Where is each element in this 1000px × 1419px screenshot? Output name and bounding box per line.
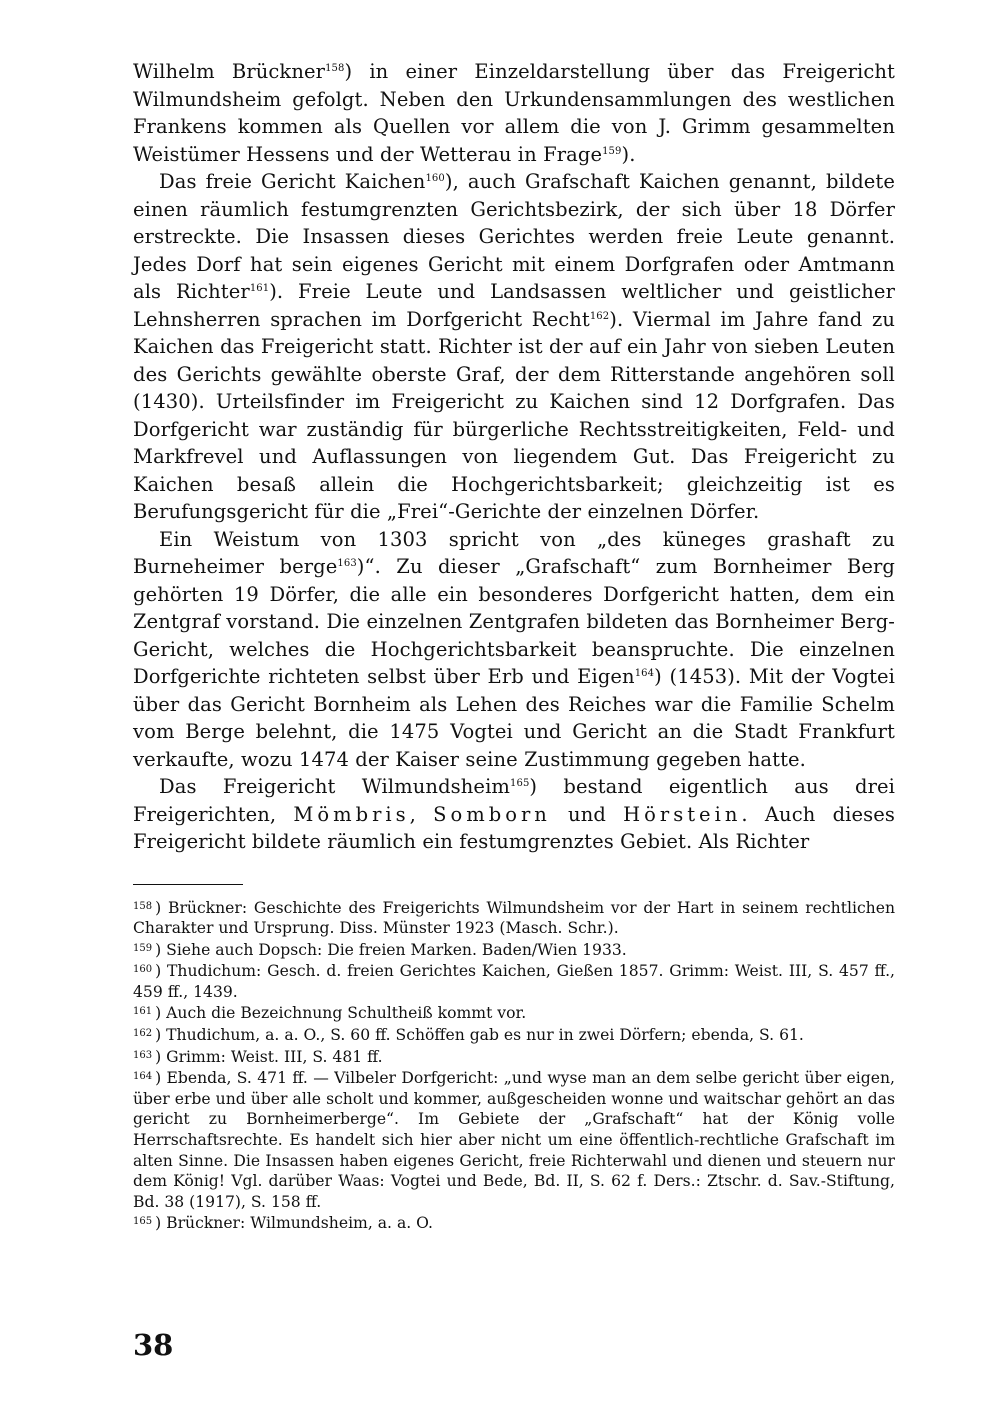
footnote xyxy=(133,1002,895,1024)
footnote-reference: 165 xyxy=(510,778,530,789)
footnote-reference: 161 xyxy=(249,283,270,294)
footnote-number: 158 xyxy=(133,900,153,912)
footnotes xyxy=(133,897,895,1235)
footnote-reference: 160 xyxy=(425,173,445,184)
footnote xyxy=(133,1046,895,1068)
text-run: Ein Weistum von 1303 spricht von „des küneges grashaft zu Burneheimer berge xyxy=(133,527,895,578)
footnote xyxy=(133,1212,895,1234)
text-run: ). xyxy=(621,142,636,166)
text-run: ) bestand eigentlich aus drei Freigerichten, xyxy=(133,775,895,826)
footnote-number: 161 xyxy=(133,1006,153,1018)
emphasized-place-name: Hörstein xyxy=(623,802,742,826)
footnote-number: 160 xyxy=(133,964,153,976)
text-run: )“. Zu dieser „Grafschaft“ zum Bornheimer Berg gehörten 19 Dörfer, die alle ein besonderes Dorfgericht hatten, dem ein Zentgraf vorstand. Die einzelnen Zentgrafen bildeten das Bornheimer Berg-Gericht, welches die Hochgerichtsbarkeit beanspruchte. Die einzelnen Dorfgerichte richteten selbst über Erb und Eigen xyxy=(133,555,896,688)
footnote-text: ) Grimm: Weist. III, S. 481 ff. xyxy=(155,1047,383,1066)
footnote-reference: 162 xyxy=(589,310,610,322)
text-run: Wilhelm Brückner xyxy=(133,60,326,83)
footnote xyxy=(133,960,895,1002)
page-number: 38 xyxy=(133,1328,174,1362)
footnote-reference: 164 xyxy=(634,668,655,679)
text-run: ), auch Grafschaft Kaichen genannt, bildete einen räumlich festumgrenzten Gerichtsbezirk, der sich über 18 Dörfer erstreckte. Die Insassen dieses Gerichtes werden freie Leute genannt. Jedes Dorf hat sein eigenes Gericht mit einem Dorfgrafen oder Amtmann als Richter xyxy=(133,170,895,303)
body-text xyxy=(133,58,895,856)
footnote xyxy=(133,1024,895,1046)
footnote-text: ) Siehe auch Dopsch: Die freien Marken. Baden/Wien 1933. xyxy=(155,940,627,959)
text-run: Das Freigericht Wilmundsheim xyxy=(159,775,511,798)
footnote-number: 159 xyxy=(133,942,153,954)
footnote xyxy=(133,897,895,939)
footnote-number: 164 xyxy=(133,1071,153,1083)
paragraph xyxy=(133,773,895,856)
footnote-reference: 159 xyxy=(602,145,622,157)
text-run: ) in einer Einzeldarstellung über das Freigericht Wilmundsheim gefolgt. Neben den Urkundensammlungen des westlichen Frankens kommen als Quellen vor allem die von J. Grimm gesammelten Weistümer Hessens und der Wetterau in Frage xyxy=(133,60,895,166)
text-run: und xyxy=(550,802,624,826)
footnote xyxy=(133,1067,895,1212)
paragraph xyxy=(133,526,895,774)
footnote-text: ) Auch die Bezeichnung Schultheiß kommt vor. xyxy=(155,1004,527,1023)
text-run: , xyxy=(409,802,434,826)
footnote xyxy=(133,939,895,961)
footnote-text: ) Ebenda, S. 471 ff. — Vilbeler Dorfgericht: „und wyse man an dem selbe gericht über eigen, über erbe und über alle scholt und kommer, außgescheiden wonne und waitschar gehört an das gericht zu Bornheimerberge“. Im Gebiete der „Grafschaft“ hat der König volle Herrschaftsrechte. Es handelt sich hier aber nicht um eine öffentlich-rechtliche Grafschaft im alten Sinne. Die Insassen haben eigenes Gericht, freie Richterwahl und dienen und steuern nur dem König! Vgl. darüber Waas: Vogtei und Bede, Bd. II, S. 62 f. Ders.: Ztschr. d. Sav.-Stiftung, Bd. 38 (1917), S. 158 ff. xyxy=(133,1069,895,1211)
text-run: ). Viermal im Jahre fand zu Kaichen das Freigericht statt. Richter ist der auf ein Jahr von sieben Leuten des Gerichts gewählte oberste Graf, der dem Ritterstande angehören soll (1430). Urteilsfinder im Freigericht zu Kaichen sind 12 Dorfgrafen. Das Dorfgericht war zuständig für bürgerliche Rechtsstreitigkeiten, Feld- und Markfrevel und Auflassungen von liegendem Gut. Das Freigericht zu Kaichen besaß allein die Hochgerichtsbarkeit; gleichzeitig ist es Berufungsgericht für die „Frei“-Gerichte der einzelnen Dörfer. xyxy=(133,307,895,523)
footnote-number: 165 xyxy=(133,1216,153,1228)
paragraph xyxy=(133,168,895,526)
footnote-divider xyxy=(133,884,243,885)
paragraph xyxy=(133,58,895,168)
page-content xyxy=(133,58,895,1234)
footnote-text: ) Thudichum: Gesch. d. freien Gerichtes Kaichen, Gießen 1857. Grimm: Weist. III, S. 457 ff., 459 ff., 1439. xyxy=(133,962,895,1001)
text-run: ). Freie Leute und Landsassen weltlicher und geistlicher Lehnsherren sprachen im Dorfgericht Recht xyxy=(133,280,895,331)
text-run: . Auch dieses Freigericht bildete räumlich ein festumgrenztes Gebiet. Als Richter xyxy=(133,802,895,853)
text-run: ) (1453). Mit der Vogtei über das Gericht Bornheim als Lehen des Reiches war die Familie Schelm vom Berge belehnt, die 1475 Vogtei und Gericht an die Stadt Frankfurt verkaufte, wozu 1474 der Kaiser seine Zustimmung gegeben hatte. xyxy=(133,665,895,771)
footnote-reference: 163 xyxy=(337,558,357,569)
footnote-reference: 158 xyxy=(325,63,345,74)
footnote-number: 163 xyxy=(133,1049,153,1061)
footnote-text: ) Thudichum, a. a. O., S. 60 ff. Schöffen gab es nur in zwei Dörfern; ebenda, S. 61. xyxy=(155,1026,804,1045)
emphasized-place-name: Somborn xyxy=(433,802,551,826)
footnote-number: 162 xyxy=(133,1028,153,1040)
emphasized-place-name: Mömbris xyxy=(293,802,410,826)
text-run: Das freie Gericht Kaichen xyxy=(159,170,426,193)
footnote-text: ) Brückner: Geschichte des Freigerichts Wilmundsheim vor der Hart in seinem rechtlichen Charakter und Ursprung. Diss. Münster 1923 (Masch. Schr.). xyxy=(133,898,895,938)
footnote-text: ) Brückner: Wilmundsheim, a. a. O. xyxy=(155,1214,434,1233)
